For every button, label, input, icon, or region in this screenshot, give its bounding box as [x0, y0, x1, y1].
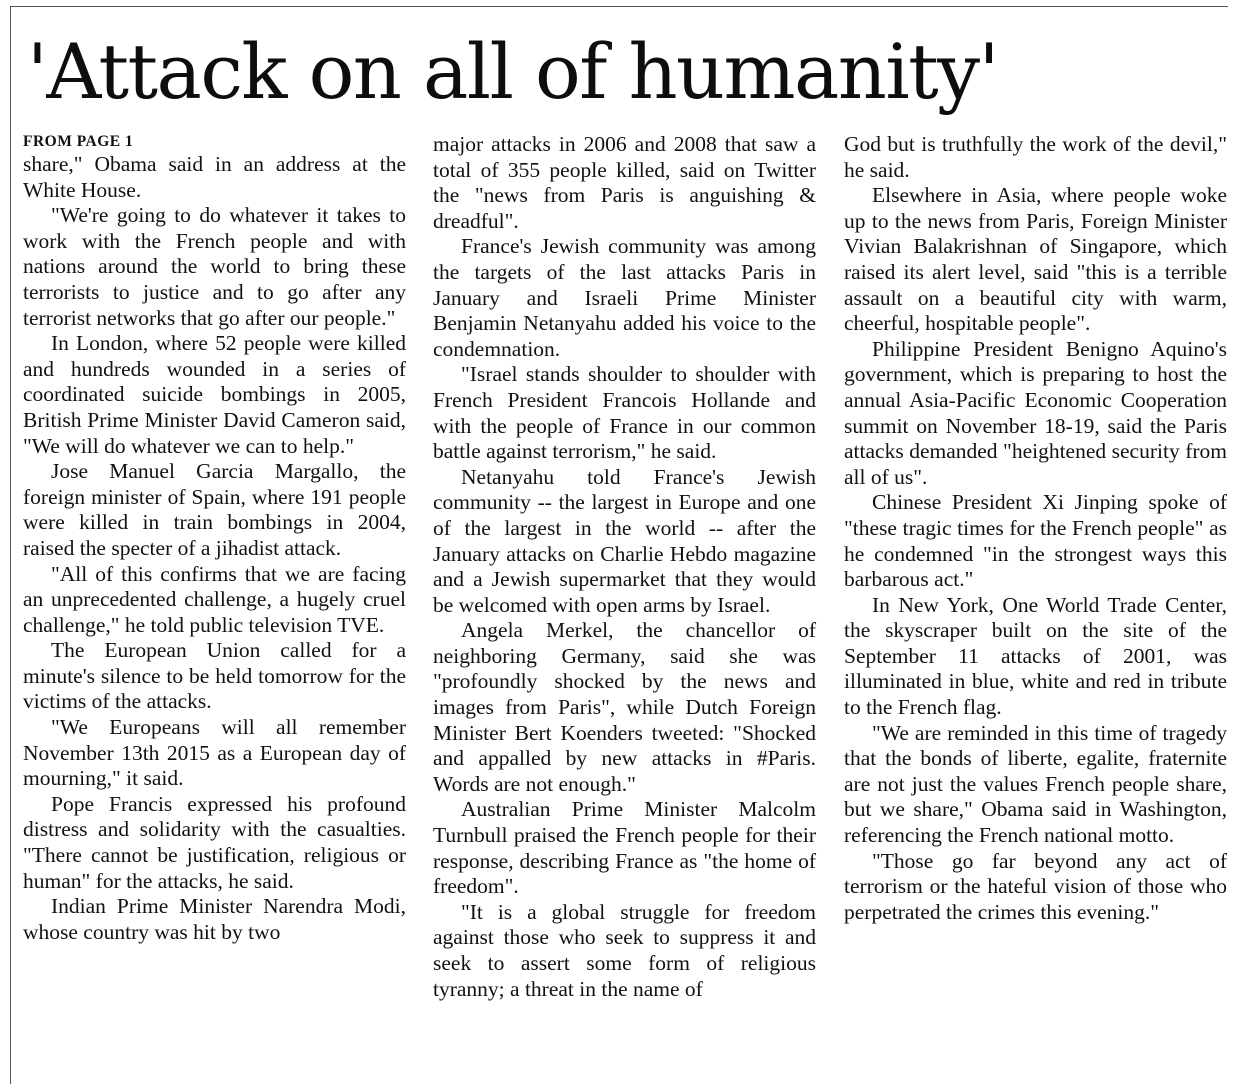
- paragraph: Elsewhere in Asia, where people woke up to the news from Paris, Foreign Minister Vivian Balakrishnan of Singapore, which raised its alert level, said "this is a terrible assault on a beautiful city with warm, cheerful, hospitable people".: [844, 183, 1227, 336]
- paragraph: Australian Prime Minister Malcolm Turnbull praised the French people for their response, describing France as "the home of freedom".: [433, 797, 816, 899]
- headline: 'Attack on all of humanity': [27, 27, 998, 116]
- paragraph: Chinese President Xi Jinping spoke of "these tragic times for the French people" as he condemned "in the strongest ways this barbarous act.": [844, 490, 1227, 592]
- paragraph: Angela Merkel, the chancellor of neighboring Germany, said she was "profoundly shocked by the news and images from Paris", while Dutch Foreign Minister Bert Koenders tweeted: "Shocked and appalled by new attacks in #Paris. Words are not enough.": [433, 618, 816, 796]
- paragraph: "We're going to do whatever it takes to work with the French people and with nations around the world to bring these terrorists to justice and to go after any terrorist networks that go after our people.": [23, 203, 406, 330]
- paragraph: major attacks in 2006 and 2008 that saw a total of 355 people killed, said on Twitter the "news from Paris is anguishing & dreadful".: [433, 132, 816, 233]
- article-column-3: [844, 132, 1227, 925]
- article-column-1: [23, 132, 406, 945]
- paragraph: Netanyahu told France's Jewish community -- the largest in Europe and one of the largest in the world -- after the January attacks on Charlie Hebdo magazine and a Jewish supermarket that they would be welcomed with open arms by Israel.: [433, 464, 816, 617]
- paragraph: "We are reminded in this time of tragedy that the bonds of liberte, egalite, fraternite are not just the values French people share, but we share," Obama said in Washington, referencing the French national motto.: [844, 720, 1227, 848]
- paragraph: "We Europeans will all remember November 13th 2015 as a European day of mourning," it said.: [23, 715, 406, 791]
- paragraph: Indian Prime Minister Narendra Modi, whose country was hit by two: [23, 894, 406, 944]
- paragraph: The European Union called for a minute's silence to be held tomorrow for the victims of the attacks.: [23, 638, 406, 714]
- paragraph: Pope Francis expressed his profound distress and solidarity with the casualties. "There cannot be justification, religious or human" for the attacks, he said.: [23, 791, 406, 893]
- paragraph: In London, where 52 people were killed and hundreds wounded in a series of coordinated suicide bombings in 2005, British Prime Minister David Cameron said, "We will do whatever we can to help.": [23, 331, 406, 458]
- paragraph: "It is a global struggle for freedom against those who seek to suppress it and seek to assert some form of religious tyranny; a threat in the name of: [433, 899, 816, 1001]
- paragraph: Jose Manuel Garcia Margallo, the foreign minister of Spain, where 191 people were killed in train bombings in 2004, raised the specter of a jihadist attack.: [23, 459, 406, 560]
- paragraph: share," Obama said in an address at the White House.: [23, 152, 406, 202]
- paragraph: In New York, One World Trade Center, the skyscraper built on the site of the September 11 attacks of 2001, was illuminated in blue, white and red in tribute to the French flag.: [844, 592, 1227, 720]
- paragraph: God but is truthfully the work of the devil," he said.: [844, 132, 1227, 182]
- article-column-2: [433, 132, 816, 1002]
- paragraph: Philippine President Benigno Aquino's government, which is preparing to host the annual Asia-Pacific Economic Cooperation summit on November 18-19, said the Paris attacks demanded "heightened security from all of us".: [844, 336, 1227, 489]
- continued-from-label: FROM PAGE 1: [23, 133, 134, 150]
- paragraph: "All of this confirms that we are facing an unprecedented challenge, a hugely cruel challenge," he told public television TVE.: [23, 561, 406, 637]
- paragraph: "Those go far beyond any act of terrorism or the hateful vision of those who perpetrated the crimes this evening.": [844, 848, 1227, 924]
- paragraph: "Israel stands shoulder to shoulder with French President Francois Hollande and with the people of France in our common battle against terrorism," he said.: [433, 362, 816, 464]
- paragraph: France's Jewish community was among the targets of the last attacks Paris in January and Israeli Prime Minister Benjamin Netanyahu added his voice to the condemnation.: [433, 234, 816, 361]
